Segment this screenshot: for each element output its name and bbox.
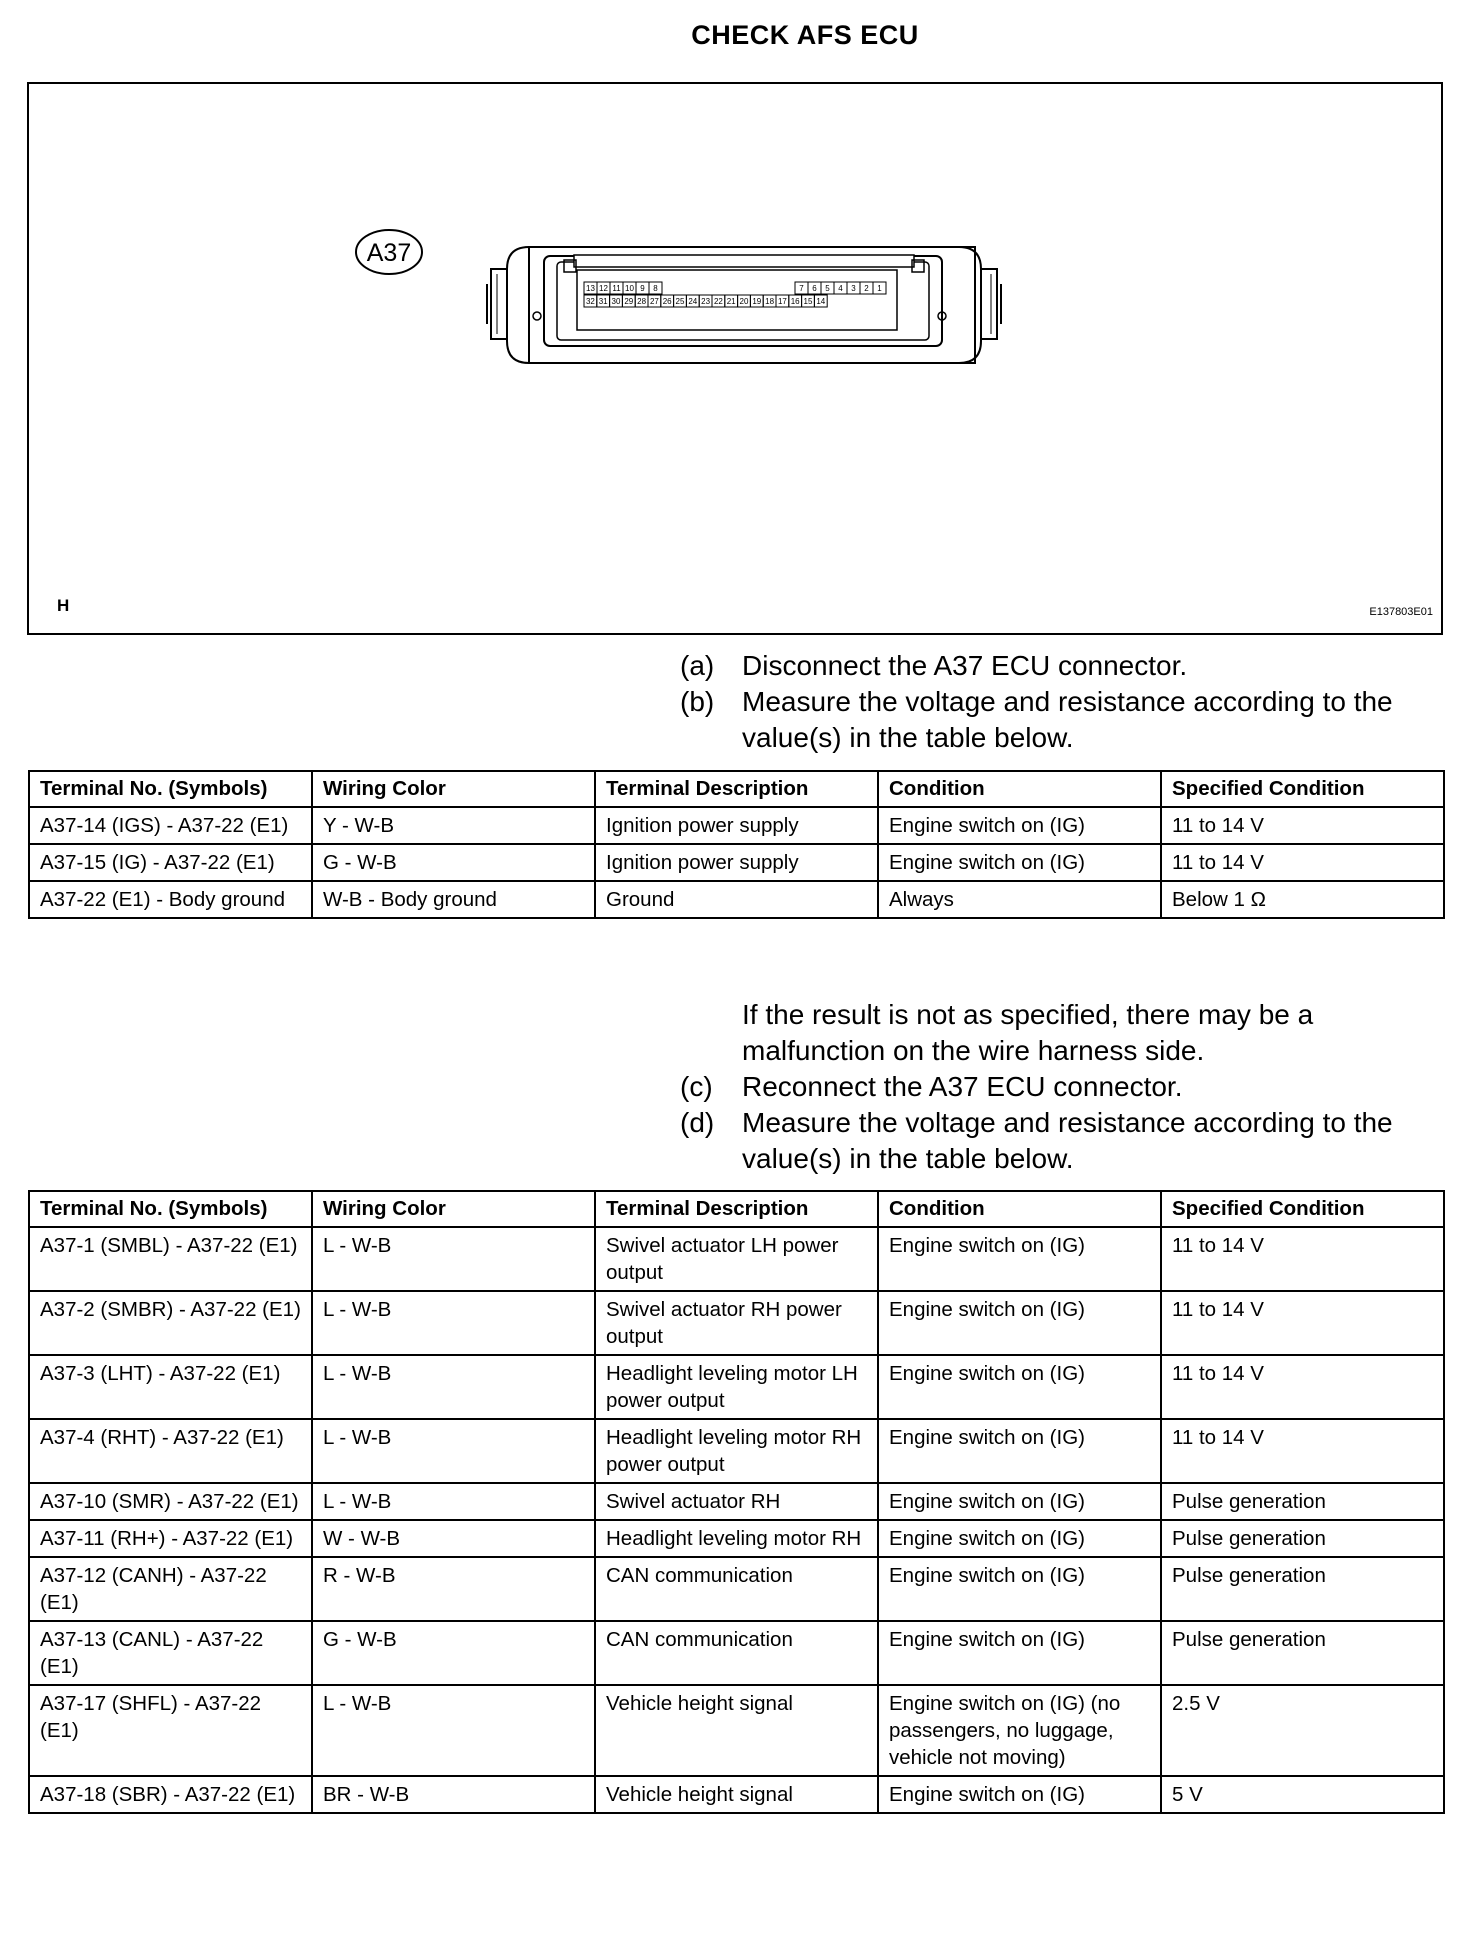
- cell-specified-condition: 11 to 14 V: [1161, 844, 1444, 881]
- cell-condition: Engine switch on (IG): [878, 1776, 1161, 1813]
- header-terminal-description: Terminal Description: [595, 771, 878, 807]
- header-condition: Condition: [878, 771, 1161, 807]
- table-row: [29, 807, 1444, 844]
- table-row: [29, 881, 1444, 918]
- pin-number: 13: [586, 284, 595, 293]
- cell-specified-condition: Pulse generation: [1161, 1520, 1444, 1557]
- cell-condition: Engine switch on (IG): [878, 1557, 1161, 1621]
- cell-terminal: A37-1 (SMBL) - A37-22 (E1): [29, 1227, 312, 1291]
- cell-description: Headlight leveling motor LH power output: [595, 1355, 878, 1419]
- cell-description: Ignition power supply: [595, 844, 878, 881]
- cell-wiring-color: L - W-B: [312, 1227, 595, 1291]
- figure-code: E137803E01: [1369, 606, 1433, 618]
- cell-description: Vehicle height signal: [595, 1685, 878, 1776]
- pin-number: 29: [624, 297, 634, 306]
- pin-number: 15: [803, 297, 813, 306]
- cell-specified-condition: 11 to 14 V: [1161, 1419, 1444, 1483]
- cell-condition: Engine switch on (IG): [878, 807, 1161, 844]
- cell-wiring-color: G - W-B: [312, 844, 595, 881]
- cell-terminal: A37-17 (SHFL) - A37-22 (E1): [29, 1685, 312, 1776]
- terminal-table-1: [28, 770, 1445, 919]
- connector-label: A37: [366, 239, 412, 267]
- cell-description: Ignition power supply: [595, 807, 878, 844]
- cell-terminal: A37-15 (IG) - A37-22 (E1): [29, 844, 312, 881]
- cell-wiring-color: BR - W-B: [312, 1776, 595, 1813]
- step-text: Measure the voltage and resistance according to the value(s) in the table below.: [742, 686, 1393, 753]
- pin-number: 1: [877, 284, 882, 293]
- cell-specified-condition: Pulse generation: [1161, 1557, 1444, 1621]
- cell-terminal: A37-22 (E1) - Body ground: [29, 881, 312, 918]
- table-row: [29, 1685, 1444, 1776]
- table-row: [29, 1520, 1444, 1557]
- cell-description: Ground: [595, 881, 878, 918]
- cell-terminal: A37-18 (SBR) - A37-22 (E1): [29, 1776, 312, 1813]
- pin-number: 26: [662, 297, 672, 306]
- pin-number: 14: [816, 297, 826, 306]
- table-row: [29, 1621, 1444, 1685]
- cell-specified-condition: Below 1 Ω: [1161, 881, 1444, 918]
- steps-group-1: [680, 648, 1420, 756]
- table-header-row: [29, 771, 1444, 807]
- step-label: (a): [680, 650, 715, 681]
- step-a: [680, 648, 1420, 684]
- cell-description: Swivel actuator LH power output: [595, 1227, 878, 1291]
- steps-group-2: [680, 997, 1420, 1177]
- cell-terminal: A37-14 (IGS) - A37-22 (E1): [29, 807, 312, 844]
- cell-wiring-color: L - W-B: [312, 1419, 595, 1483]
- cell-wiring-color: L - W-B: [312, 1685, 595, 1776]
- cell-specified-condition: 2.5 V: [1161, 1685, 1444, 1776]
- pin-number: 2: [864, 284, 869, 293]
- pin-number: 5: [825, 284, 830, 293]
- cell-condition: Engine switch on (IG): [878, 1355, 1161, 1419]
- header-terminal-description: Terminal Description: [595, 1191, 878, 1227]
- cell-specified-condition: 11 to 14 V: [1161, 1227, 1444, 1291]
- cell-terminal: A37-11 (RH+) - A37-22 (E1): [29, 1520, 312, 1557]
- cell-wiring-color: W-B - Body ground: [312, 881, 595, 918]
- pin-number: 7: [799, 284, 804, 293]
- table-row: [29, 1483, 1444, 1520]
- step-c: [680, 1069, 1420, 1105]
- cell-wiring-color: L - W-B: [312, 1483, 595, 1520]
- pin-number: 20: [739, 297, 749, 306]
- cell-wiring-color: L - W-B: [312, 1291, 595, 1355]
- cell-condition: Always: [878, 881, 1161, 918]
- pin-number: 24: [688, 297, 698, 306]
- cell-terminal: A37-13 (CANL) - A37-22 (E1): [29, 1621, 312, 1685]
- pin-number: 30: [611, 297, 621, 306]
- table-row: [29, 844, 1444, 881]
- step-text: Measure the voltage and resistance according to the value(s) in the table below.: [742, 1107, 1393, 1174]
- pin-number: 16: [790, 297, 800, 306]
- cell-specified-condition: 11 to 14 V: [1161, 1355, 1444, 1419]
- pin-number: 6: [812, 284, 817, 293]
- header-wiring-color: Wiring Color: [312, 771, 595, 807]
- cell-terminal: A37-4 (RHT) - A37-22 (E1): [29, 1419, 312, 1483]
- pin-number: 19: [752, 297, 762, 306]
- cell-description: Swivel actuator RH power output: [595, 1291, 878, 1355]
- pin-number: 21: [726, 297, 736, 306]
- table-row: [29, 1227, 1444, 1291]
- step-d: [680, 1105, 1420, 1177]
- connector-diagram: [29, 84, 1441, 633]
- step-b: [680, 684, 1420, 756]
- pin-number: 31: [598, 297, 608, 306]
- cell-specified-condition: Pulse generation: [1161, 1483, 1444, 1520]
- table-row: [29, 1557, 1444, 1621]
- cell-description: Headlight leveling motor RH power output: [595, 1419, 878, 1483]
- header-specified-condition: Specified Condition: [1161, 771, 1444, 807]
- page-title: CHECK AFS ECU: [691, 20, 919, 50]
- table-header-row: [29, 1191, 1444, 1227]
- table-row: [29, 1291, 1444, 1355]
- cell-terminal: A37-2 (SMBR) - A37-22 (E1): [29, 1291, 312, 1355]
- header-wiring-color: Wiring Color: [312, 1191, 595, 1227]
- cell-specified-condition: Pulse generation: [1161, 1621, 1444, 1685]
- step-label: (c): [680, 1071, 713, 1102]
- cell-condition: Engine switch on (IG): [878, 1483, 1161, 1520]
- pin-number: 3: [851, 284, 856, 293]
- cell-wiring-color: G - W-B: [312, 1621, 595, 1685]
- cell-description: Vehicle height signal: [595, 1776, 878, 1813]
- cell-description: CAN communication: [595, 1557, 878, 1621]
- pin-number: 8: [653, 284, 658, 293]
- cell-description: Swivel actuator RH: [595, 1483, 878, 1520]
- cell-wiring-color: W - W-B: [312, 1520, 595, 1557]
- pin-number: 18: [765, 297, 775, 306]
- header-condition: Condition: [878, 1191, 1161, 1227]
- cell-condition: Engine switch on (IG): [878, 1419, 1161, 1483]
- cell-description: CAN communication: [595, 1621, 878, 1685]
- pin-number: 25: [675, 297, 685, 306]
- cell-wiring-color: Y - W-B: [312, 807, 595, 844]
- terminal-table-2: [28, 1190, 1445, 1814]
- step-text: Disconnect the A37 ECU connector.: [742, 650, 1188, 681]
- table-row: [29, 1776, 1444, 1813]
- cell-condition: Engine switch on (IG): [878, 1291, 1161, 1355]
- note-text: If the result is not as specified, there may be a malfunction on the wire harness side.: [742, 999, 1314, 1066]
- figure-corner-letter: H: [57, 596, 70, 615]
- step-text: Reconnect the A37 ECU connector.: [742, 1071, 1183, 1102]
- pin-number: 17: [777, 297, 787, 306]
- cell-condition: Engine switch on (IG): [878, 1227, 1161, 1291]
- pin-number: 27: [649, 297, 659, 306]
- cell-condition: Engine switch on (IG): [878, 844, 1161, 881]
- pin-number: 4: [838, 284, 843, 293]
- pin-number: 11: [612, 284, 621, 293]
- header-specified-condition: Specified Condition: [1161, 1191, 1444, 1227]
- pin-number: 32: [585, 297, 595, 306]
- pin-number: 22: [713, 297, 723, 306]
- pin-number: 23: [701, 297, 711, 306]
- pin-number: 12: [599, 284, 608, 293]
- cell-specified-condition: 11 to 14 V: [1161, 1291, 1444, 1355]
- table-row: [29, 1355, 1444, 1419]
- step-label: (d): [680, 1107, 715, 1138]
- cell-terminal: A37-12 (CANH) - A37-22 (E1): [29, 1557, 312, 1621]
- header-terminal: Terminal No. (Symbols): [29, 771, 312, 807]
- pin-number: 10: [625, 284, 634, 293]
- connector-figure: [27, 82, 1443, 635]
- cell-terminal: A37-3 (LHT) - A37-22 (E1): [29, 1355, 312, 1419]
- cell-specified-condition: 5 V: [1161, 1776, 1444, 1813]
- header-terminal: Terminal No. (Symbols): [29, 1191, 312, 1227]
- cell-terminal: A37-10 (SMR) - A37-22 (E1): [29, 1483, 312, 1520]
- pin-number: 28: [637, 297, 647, 306]
- table-row: [29, 1419, 1444, 1483]
- cell-condition: Engine switch on (IG): [878, 1621, 1161, 1685]
- cell-specified-condition: 11 to 14 V: [1161, 807, 1444, 844]
- cell-wiring-color: L - W-B: [312, 1355, 595, 1419]
- pin-number: 9: [640, 284, 645, 293]
- cell-condition: Engine switch on (IG) (no passengers, no luggage, vehicle not moving): [878, 1685, 1161, 1776]
- cell-description: Headlight leveling motor RH: [595, 1520, 878, 1557]
- cell-wiring-color: R - W-B: [312, 1557, 595, 1621]
- step-label: (b): [680, 686, 715, 717]
- cell-condition: Engine switch on (IG): [878, 1520, 1161, 1557]
